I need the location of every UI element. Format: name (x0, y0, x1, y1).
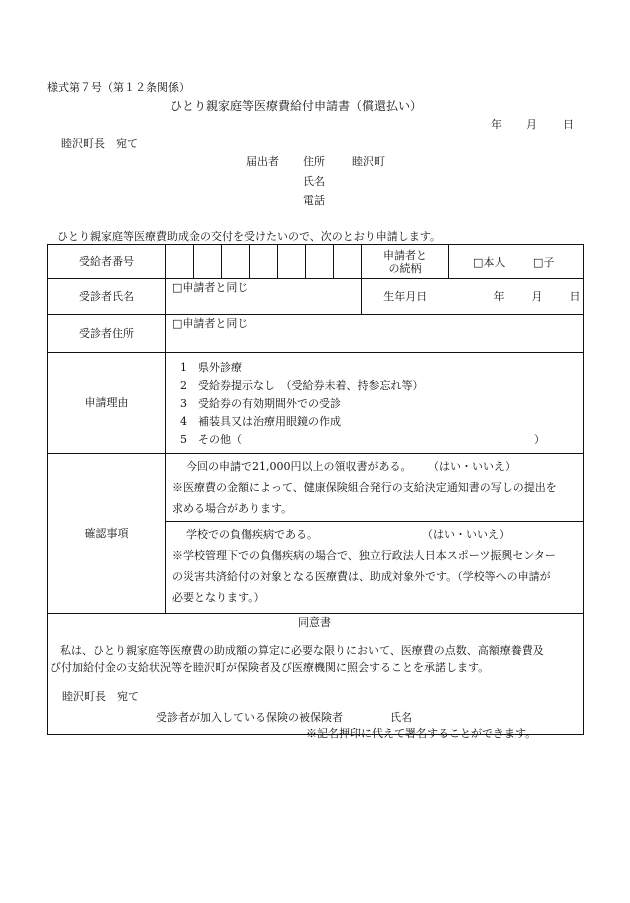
applicant-label: 届出者 (246, 155, 279, 168)
applicant-name-label: 氏名 (303, 175, 325, 188)
reason-item-other[interactable]: 5 その他（ ） (180, 431, 583, 449)
reason-item[interactable]: 3 受給券の有効期間外での受診 (180, 397, 341, 410)
same-as-applicant-checkbox[interactable]: □申請者と同じ (172, 317, 249, 330)
reason-item[interactable]: 4 補装具又は治療用眼鏡の作成 (180, 415, 341, 428)
relation-label-line: の続柄 (388, 261, 422, 275)
reason-other-close: ） (534, 433, 545, 446)
consent-insured-label: 受診者が加入している保険の被保険者 (156, 711, 343, 724)
recipient-number-digit[interactable] (250, 245, 278, 279)
recipient-number-digit[interactable] (306, 245, 334, 279)
confirm-receipt-answer[interactable]: （はい・いいえ） (428, 460, 516, 473)
applicant-phone-label: 電話 (303, 194, 325, 207)
birth-day-label: 日 (569, 290, 581, 303)
patient-name-label: 受診者氏名 (48, 279, 166, 315)
confirm-row-1 (48, 454, 584, 522)
date-day: 日 (563, 118, 574, 131)
intro-text: ひとり親家庭等医療費助成金の交付を受けたいので、次のとおり申請します。 (57, 230, 441, 243)
confirm-school-note: ※学校管理下での負傷疾病の場合で、独立行政法人日本スポーツ振興センター (172, 549, 556, 562)
confirm-school-block (166, 522, 584, 614)
recipient-number-digit[interactable] (194, 245, 222, 279)
consent-name-label: 氏名 (390, 711, 412, 724)
confirm-school-answer[interactable]: （はい・いいえ） (422, 528, 510, 541)
patient-address-field[interactable] (166, 315, 584, 353)
application-form-table (47, 244, 584, 735)
patient-name-field[interactable] (166, 279, 362, 315)
recipient-number-row (48, 245, 584, 279)
footnote: ※記名押印に代えて署名することができます。 (306, 727, 537, 740)
recipient-number-digit[interactable] (166, 245, 194, 279)
date-month: 月 (526, 118, 537, 131)
consent-title: 同意書 (298, 616, 331, 629)
confirm-receipt-line (172, 456, 577, 477)
recipient-number-label: 受給者番号 (48, 245, 166, 279)
applicant-address-label: 住所 (303, 155, 325, 168)
page-title: ひとり親家庭等医療費給付申請書（償還払い） (170, 99, 423, 113)
consent-addressee: 睦沢町長 宛て (62, 690, 139, 703)
consent-row (48, 614, 584, 735)
date-year: 年 (491, 118, 502, 131)
confirm-school-question: 学校での負傷疾病である。 (186, 528, 318, 541)
relation-options (449, 245, 584, 279)
relation-label (362, 245, 449, 279)
birthdate-label: 生年月日 (362, 279, 449, 315)
consent-body-line: 私は、ひとり親家庭等医療費の助成額の算定に必要な限りにおいて、医療費の点数、高額療養費及 (60, 644, 544, 657)
recipient-number-digit[interactable] (222, 245, 250, 279)
form-number: 様式第７号（第１２条関係） (47, 81, 190, 94)
patient-address-row (48, 315, 584, 353)
birthdate-field[interactable] (449, 279, 584, 315)
relation-label-line: 申請者と (383, 248, 427, 262)
relation-child-checkbox[interactable]: □子 (533, 256, 555, 269)
relation-self-checkbox[interactable]: □本人 (473, 256, 506, 269)
consent-body-line: び付加給付金の支給状況等を睦沢町が保険者及び医療機関に照会することを承諾します。 (50, 661, 490, 674)
same-as-applicant-checkbox[interactable]: □申請者と同じ (172, 281, 249, 294)
birth-month-label: 月 (531, 290, 543, 303)
reason-item[interactable]: 1 県外診療 (180, 361, 242, 374)
confirm-receipt-note: 求める場合があります。 (172, 502, 293, 515)
confirm-receipt-block (166, 454, 584, 522)
reason-label: 申請理由 (48, 353, 166, 454)
confirm-receipt-note: ※医療費の金額によって、健康保険組合発行の支給決定通知書の写しの提出を (172, 481, 557, 494)
reason-list (166, 353, 584, 454)
consent-block (48, 614, 584, 735)
confirm-school-line (172, 524, 577, 545)
reason-row (48, 353, 584, 454)
addressee: 睦沢町長 宛て (61, 137, 138, 150)
patient-name-row (48, 279, 584, 315)
recipient-number-digit[interactable] (278, 245, 306, 279)
patient-address-label: 受診者住所 (48, 315, 166, 353)
birth-year-label: 年 (493, 290, 505, 303)
confirm-label: 確認事項 (48, 454, 166, 614)
reason-item[interactable]: 2 受給券提示なし （受給券未着、持参忘れ等） (180, 379, 424, 392)
recipient-number-digit[interactable] (334, 245, 362, 279)
confirm-school-note: の災害共済給付の対象となる医療費は、助成対象外です。（学校等への申請が (172, 570, 551, 583)
applicant-address-value[interactable]: 睦沢町 (352, 155, 385, 168)
confirm-receipt-question: 今回の申請で21,000円以上の領収書がある。 (186, 460, 412, 473)
confirm-school-note: 必要となります。） (172, 591, 265, 604)
